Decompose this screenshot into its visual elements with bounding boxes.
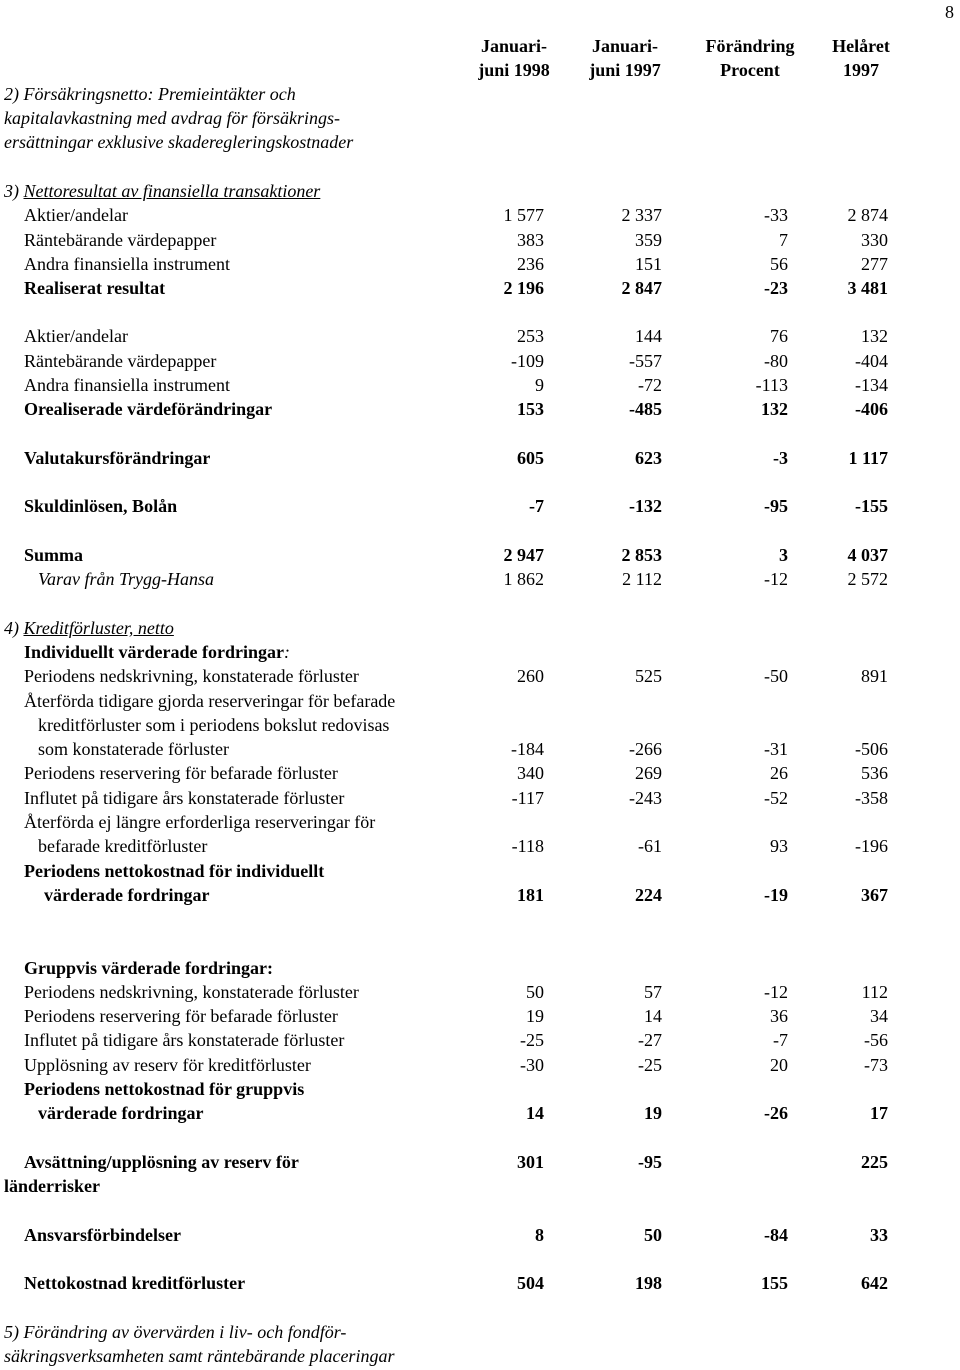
table-row [0,567,960,591]
table-row-total [0,543,960,567]
cell-change-percent: -52 [764,788,788,808]
table-row-total [0,1223,960,1247]
table-row-total [0,883,960,907]
header-line: juni 1997 [589,60,661,80]
cell-full-year-1997: 277 [861,254,888,274]
cell-jan-jun-1997: -95 [638,1152,662,1172]
cell-full-year-1997: 642 [861,1273,888,1293]
cell-full-year-1997: 112 [861,982,888,1002]
table-row-total [0,1174,960,1198]
cell-full-year-1997: -73 [864,1055,888,1075]
cell-change-percent: -113 [755,375,788,395]
cell-full-year-1997: 2 572 [847,569,888,589]
cell-full-year-1997: 536 [861,763,888,783]
row-label: Orealiserade värdeförändringar [24,399,273,419]
header-jan-jun-1997 [570,34,680,82]
table-row [0,689,960,713]
header-line: juni 1998 [478,60,550,80]
row-label: befarade kreditförluster [38,836,208,856]
header-line: Januari- [480,36,547,56]
cell-jan-jun-1997: 224 [635,885,662,905]
cell-jan-jun-1997: 198 [635,1273,662,1293]
cell-jan-jun-1998: 1 862 [503,569,544,589]
cell-change-percent: 76 [770,326,788,346]
cell-jan-jun-1998: -7 [529,496,544,516]
cell-change-percent: -19 [764,885,788,905]
cell-full-year-1997: -155 [855,496,888,516]
cell-jan-jun-1997: 2 853 [621,545,662,565]
row-label: Räntebärande värdepapper [24,351,217,371]
header-line: Helåret [832,36,890,56]
cell-jan-jun-1998: -184 [511,739,544,759]
cell-change-percent: -95 [764,496,788,516]
table-row-total [0,1101,960,1125]
row-label: Ansvarsförbindelser [24,1225,181,1245]
row-label: länderrisker [4,1176,100,1196]
section-2-line: 2) Försäkringsnetto: Premieintäkter och [4,84,296,104]
row-label: Influtet på tidigare års konstaterade förluster [24,1030,345,1050]
header-line: 1997 [843,60,879,80]
table-row [0,349,960,373]
cell-full-year-1997: -358 [855,788,888,808]
section-number: 3) [4,181,24,201]
table-row-total [0,494,960,518]
row-label: Räntebärande värdepapper [24,230,217,250]
section-5-line: säkringsverksamheten samt räntebärande placeringar [4,1346,395,1366]
cell-jan-jun-1998: 50 [526,982,544,1002]
table-row [0,737,960,761]
cell-change-percent: 56 [770,254,788,274]
cell-change-percent: 7 [779,230,788,250]
table-row [0,228,960,252]
cell-jan-jun-1998: 236 [517,254,544,274]
row-label: Periodens reservering för befarade förluster [24,763,338,783]
table-row-total [0,859,960,883]
table-row [0,203,960,227]
table-row [0,252,960,276]
cell-full-year-1997: 1 117 [848,448,888,468]
cell-jan-jun-1998: 14 [526,1103,544,1123]
cell-jan-jun-1997: 2 847 [621,278,662,298]
cell-jan-jun-1997: -72 [638,375,662,395]
row-label: Summa [24,545,84,565]
cell-change-percent: 155 [761,1273,788,1293]
cell-jan-jun-1998: 153 [517,399,544,419]
page-number: 8 [945,2,954,22]
cell-full-year-1997: 132 [861,326,888,346]
cell-jan-jun-1997: 19 [644,1103,662,1123]
cell-jan-jun-1998: 181 [517,885,544,905]
row-label: Andra finansiella instrument [24,375,230,395]
table-row [0,1004,960,1028]
table-row [0,713,960,737]
cell-full-year-1997: 225 [861,1152,888,1172]
cell-jan-jun-1998: 605 [517,448,544,468]
cell-change-percent: 26 [770,763,788,783]
cell-full-year-1997: -134 [855,375,888,395]
row-label: Valutakursförändringar [24,448,211,468]
row-label: Avsättning/upplösning av reserv för [24,1152,299,1172]
cell-full-year-1997: 891 [861,666,888,686]
cell-full-year-1997: -506 [855,739,888,759]
header-line: Procent [720,60,780,80]
cell-full-year-1997: 330 [861,230,888,250]
cell-jan-jun-1997: -266 [629,739,662,759]
subheading-group [0,956,960,980]
cell-change-percent: -3 [773,448,788,468]
cell-change-percent: -50 [764,666,788,686]
cell-change-percent: 3 [779,545,788,565]
cell-jan-jun-1998: -118 [511,836,544,856]
table-row-total [0,1271,960,1295]
row-label: kreditförluster som i periodens bokslut redovisas [38,715,390,735]
cell-jan-jun-1997: -27 [638,1030,662,1050]
cell-jan-jun-1998: -117 [511,788,544,808]
row-label: Återförda ej längre erforderliga reserveringar för [24,812,376,832]
subheading-colon: : [284,642,290,662]
cell-change-percent: 93 [770,836,788,856]
subheading-text [24,640,290,664]
table-row [0,324,960,348]
header-jan-jun-1998 [459,34,569,82]
cell-jan-jun-1998: 383 [517,230,544,250]
cell-jan-jun-1998: 253 [517,326,544,346]
table-row [0,1053,960,1077]
row-label: Periodens nedskrivning, konstaterade förluster [24,982,359,1002]
cell-jan-jun-1998: -30 [520,1055,544,1075]
row-label: Periodens nedskrivning, konstaterade förluster [24,666,359,686]
row-label: Realiserat resultat [24,278,166,298]
row-label: värderade fordringar [38,1103,204,1123]
row-label: Periodens nettokostnad för individuellt [24,861,325,881]
cell-jan-jun-1998: -109 [511,351,544,371]
row-label: Skuldinlösen, Bolån [24,496,178,516]
cell-jan-jun-1997: -132 [629,496,662,516]
table-row-total [0,276,960,300]
cell-jan-jun-1998: 2 196 [503,278,544,298]
section-2-line: ersättningar exklusive skaderegleringskostnader [4,132,354,152]
cell-full-year-1997: 3 481 [847,278,888,298]
cell-jan-jun-1998: 340 [517,763,544,783]
row-label: Nettokostnad kreditförluster [24,1273,246,1293]
table-row [0,1028,960,1052]
cell-jan-jun-1997: 269 [635,763,662,783]
row-label: Andra finansiella instrument [24,254,230,274]
table-row [0,834,960,858]
table-row-total [0,1077,960,1101]
cell-jan-jun-1997: -61 [638,836,662,856]
header-line: Januari- [591,36,658,56]
subheading-label: Individuellt värderade fordringar [24,642,284,662]
cell-jan-jun-1998: 9 [535,375,544,395]
section-5-line: 5) Förändring av övervärden i liv- och fondför- [4,1322,347,1342]
cell-full-year-1997: 2 874 [847,205,888,225]
cell-jan-jun-1998: 260 [517,666,544,686]
row-label: Varav från Trygg-Hansa [38,569,215,589]
row-label: Periodens reservering för befarade förluster [24,1006,338,1026]
cell-change-percent: 36 [770,1006,788,1026]
cell-full-year-1997: -404 [855,351,888,371]
cell-jan-jun-1997: 2 112 [622,569,662,589]
row-label: värderade fordringar [44,885,210,905]
cell-jan-jun-1998: 8 [535,1225,544,1245]
section-title: Kreditförluster, netto [23,618,174,638]
cell-full-year-1997: -56 [864,1030,888,1050]
cell-full-year-1997: -406 [855,399,888,419]
header-full-year-1997 [806,34,916,82]
subheading-label: Gruppvis värderade fordringar: [24,958,273,978]
cell-jan-jun-1998: 301 [517,1152,544,1172]
cell-change-percent: -12 [764,569,788,589]
cell-jan-jun-1997: 57 [644,982,662,1002]
cell-jan-jun-1997: 2 337 [621,205,662,225]
row-label: som konstaterade förluster [38,739,229,759]
cell-jan-jun-1997: 623 [635,448,662,468]
cell-jan-jun-1997: -557 [629,351,662,371]
table-row [0,810,960,834]
section-2-line: kapitalavkastning med avdrag för försäkrings- [4,108,340,128]
cell-change-percent: 20 [770,1055,788,1075]
header-line: Förändring [705,36,795,56]
cell-full-year-1997: -196 [855,836,888,856]
cell-jan-jun-1997: -25 [638,1055,662,1075]
subheading-individual [0,640,960,664]
section-title: Nettoresultat av finansiella transaktioner [23,181,321,201]
cell-jan-jun-1998: 19 [526,1006,544,1026]
section-number: 4) [4,618,24,638]
cell-change-percent: -80 [764,351,788,371]
row-label: Återförda tidigare gjorda reserveringar för befarade [24,691,396,711]
cell-jan-jun-1998: 2 947 [503,545,544,565]
section-4-heading [4,616,174,640]
cell-jan-jun-1998: 504 [517,1273,544,1293]
cell-change-percent: -31 [764,739,788,759]
cell-full-year-1997: 34 [870,1006,888,1026]
table-row [0,761,960,785]
row-label: Aktier/andelar [24,326,128,346]
cell-full-year-1997: 33 [870,1225,888,1245]
row-label: Upplösning av reserv för kreditförluster [24,1055,311,1075]
cell-change-percent: -26 [764,1103,788,1123]
cell-jan-jun-1997: 525 [635,666,662,686]
table-row [0,664,960,688]
row-label: Aktier/andelar [24,205,128,225]
section-3-heading [4,179,320,203]
cell-change-percent: -23 [764,278,788,298]
row-label: Influtet på tidigare års konstaterade förluster [24,788,345,808]
cell-full-year-1997: 367 [861,885,888,905]
cell-full-year-1997: 17 [870,1103,888,1123]
cell-change-percent: -12 [764,982,788,1002]
table-row-total [0,397,960,421]
cell-change-percent: -7 [773,1030,788,1050]
row-label: Periodens nettokostnad för gruppvis [24,1079,305,1099]
cell-jan-jun-1997: 151 [635,254,662,274]
header-change-percent [689,34,811,82]
cell-jan-jun-1997: 359 [635,230,662,250]
cell-jan-jun-1997: -243 [629,788,662,808]
cell-jan-jun-1997: 14 [644,1006,662,1026]
table-row [0,373,960,397]
table-row-total [0,1150,960,1174]
cell-jan-jun-1998: -25 [520,1030,544,1050]
cell-jan-jun-1997: 144 [635,326,662,346]
cell-change-percent: -33 [764,205,788,225]
cell-jan-jun-1997: 50 [644,1225,662,1245]
table-row-total [0,446,960,470]
cell-jan-jun-1998: 1 577 [503,205,544,225]
cell-change-percent: -84 [764,1225,788,1245]
table-row [0,786,960,810]
table-row [0,980,960,1004]
cell-full-year-1997: 4 037 [847,545,888,565]
cell-jan-jun-1997: -485 [629,399,662,419]
cell-change-percent: 132 [761,399,788,419]
